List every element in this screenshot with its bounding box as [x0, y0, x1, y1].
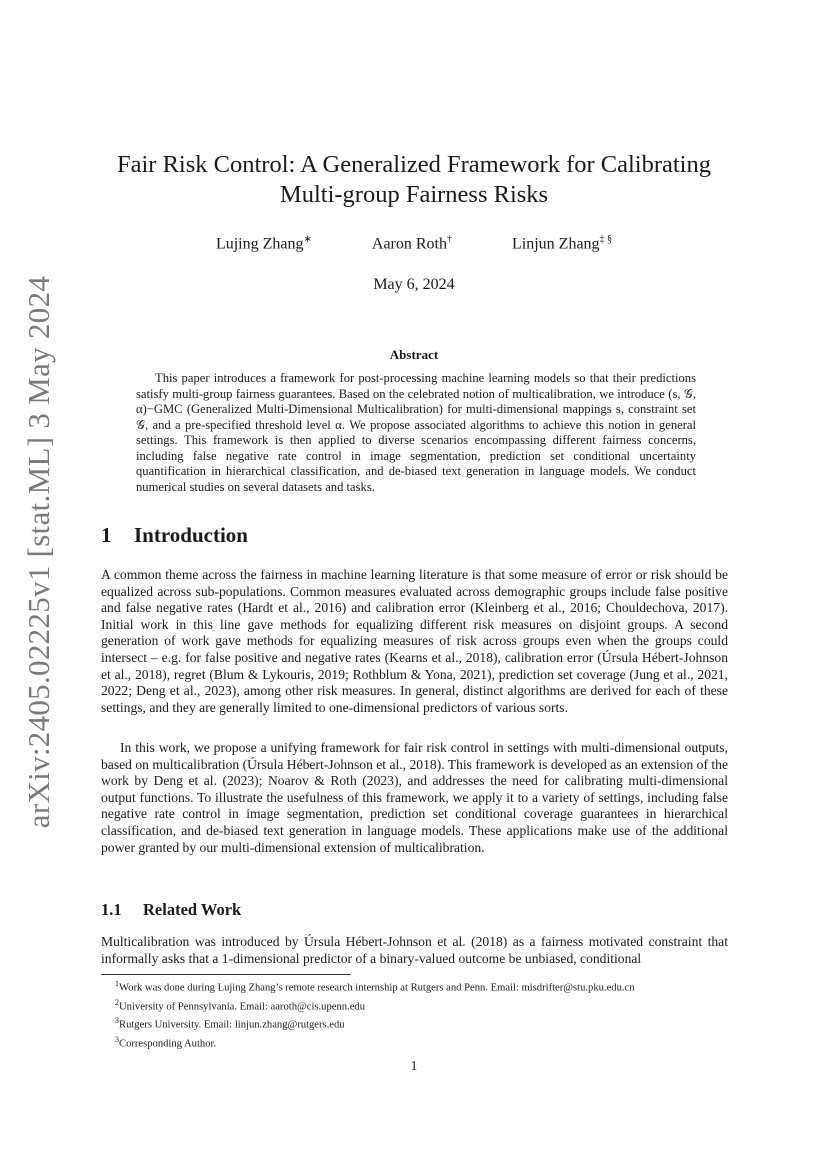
footnote-mark: 1: [115, 979, 119, 988]
footnote: [101, 996, 741, 1015]
footnote-text: Corresponding Author.: [119, 1038, 217, 1050]
author-name: Linjun Zhang: [512, 235, 600, 253]
page-number: 1: [410, 1058, 418, 1073]
footnote: [101, 1014, 741, 1033]
body-paragraph: A common theme across the fairness in machine learning literature is that some measure of error or risk should be equalized across sub-populations. Common measures evaluated across demographic groups include false positive and false negative rates (Hardt et al., 2016) and calibration error (Kleinberg et al., 2016; Chouldechova, 2017). Initial work in this line gave methods for equalizing different risk measures on disjoint groups. A second generation of work gave methods for equalizing measures of risk across groups even when the groups could intersect – e.g. for false positive and negative rates (Kearns et al., 2018), calibration error (Úrsula Hébert-Johnson et al., 2018), regret (Blum & Lykouris, 2019; Rothblum & Yona, 2021), prediction set coverage (Jung et al., 2021, 2022; Deng et al., 2023), among other risk measures. In general, distinct algorithms are derived for each of these settings, and they are generally limited to one-dimensional predictors of various sorts.: [101, 567, 728, 715]
footnote-text: Rutgers University. Email: linjun.zhang@rutgers.edu: [119, 1019, 345, 1031]
publication-date: May 6, 2024: [373, 276, 455, 293]
paper-title: [100, 150, 728, 210]
paper-title-line-1: Fair Risk Control: A Generalized Framework for Calibrating: [116, 151, 711, 178]
author-name: Lujing Zhang: [215, 235, 304, 253]
paper-title-line-2: Multi-group Fairness Risks: [279, 181, 549, 208]
footnote-text: Work was done during Lujing Zhang’s remote research internship at Rutgers and Penn. Email: misdrifter@stu.pku.edu.cn: [119, 982, 635, 994]
abstract-heading: Abstract: [389, 347, 439, 362]
body-paragraph: Multicalibration was introduced by Úrsula Hébert-Johnson et al. (2018) as a fairness motivated constraint that informally asks that a 1-dimensional predictor of a binary-valued outcome be unbiased, conditional: [101, 934, 728, 966]
footnote: [101, 1033, 741, 1052]
footnote-text: University of Pennsylvania. Email: aaroth@cis.upenn.edu: [119, 1001, 365, 1013]
author: [512, 234, 612, 253]
footnote-mark: 2: [115, 997, 119, 1007]
footnotes: [101, 977, 741, 1051]
author-list: [100, 234, 728, 253]
arxiv-identifier: arXiv:2405.02225v1 [stat.ML] 3 May 2024: [21, 275, 57, 828]
author-footnote-mark: ∗: [303, 234, 312, 245]
author-name: Aaron Roth: [371, 235, 447, 253]
author: [372, 234, 452, 253]
section-heading: [101, 523, 248, 548]
subsection-number: 1.1: [101, 900, 122, 919]
footnote-mark: 3: [115, 1016, 119, 1026]
section-number: 1: [101, 523, 112, 547]
author-footnote-mark: ‡ §: [599, 234, 613, 245]
section-title: Introduction: [134, 523, 248, 547]
author: [216, 234, 312, 253]
abstract-body: This paper introduces a framework for post-processing machine learning models so that their predictions satisfy multi-group fairness guarantees. Based on the celebrated notion of multicalibration, we introduce (s, 𝒢, α)−GMC (Generalized Multi-Dimensional Multicalibration) for multi-dimensional mappings s, constraint set 𝒢, and a pre-specified threshold level α. We propose associated algorithms to achieve this notion in general settings. This framework is then applied to diverse scenarios encompassing different fairness concerns, including false negative rate control in image segmentation, prediction set conditional uncertainty quantification in hierarchical classification, and de-biased text generation in language models. We conduct numerical studies on several datasets and tasks.: [136, 371, 696, 494]
subsection-heading: [101, 900, 241, 920]
footnote: [101, 977, 741, 996]
arxiv-sidebar: [14, 0, 64, 1171]
body-paragraph: In this work, we propose a unifying framework for fair risk control in settings with multi-dimensional outputs, based on multicalibration (Úrsula Hébert-Johnson et al., 2018). This framework is developed as an extension of the work by Deng et al. (2023); Noarov & Roth (2023), and addresses the need for calibrating multi-dimensional output functions. To illustrate the usefulness of this framework, we apply it to a variety of settings, including false negative rate control in image segmentation, prediction set conditional coverage guarantees in hierarchical classification, and de-biased text generation in language models. These applications make use of the additional power granted by our multi-dimensional extension of multicalibration.: [101, 740, 728, 855]
author-footnote-mark: †: [447, 234, 452, 245]
subsection-title: Related Work: [143, 900, 242, 919]
footnote-rule: [101, 974, 351, 975]
footnote-mark: 3: [115, 1034, 119, 1044]
